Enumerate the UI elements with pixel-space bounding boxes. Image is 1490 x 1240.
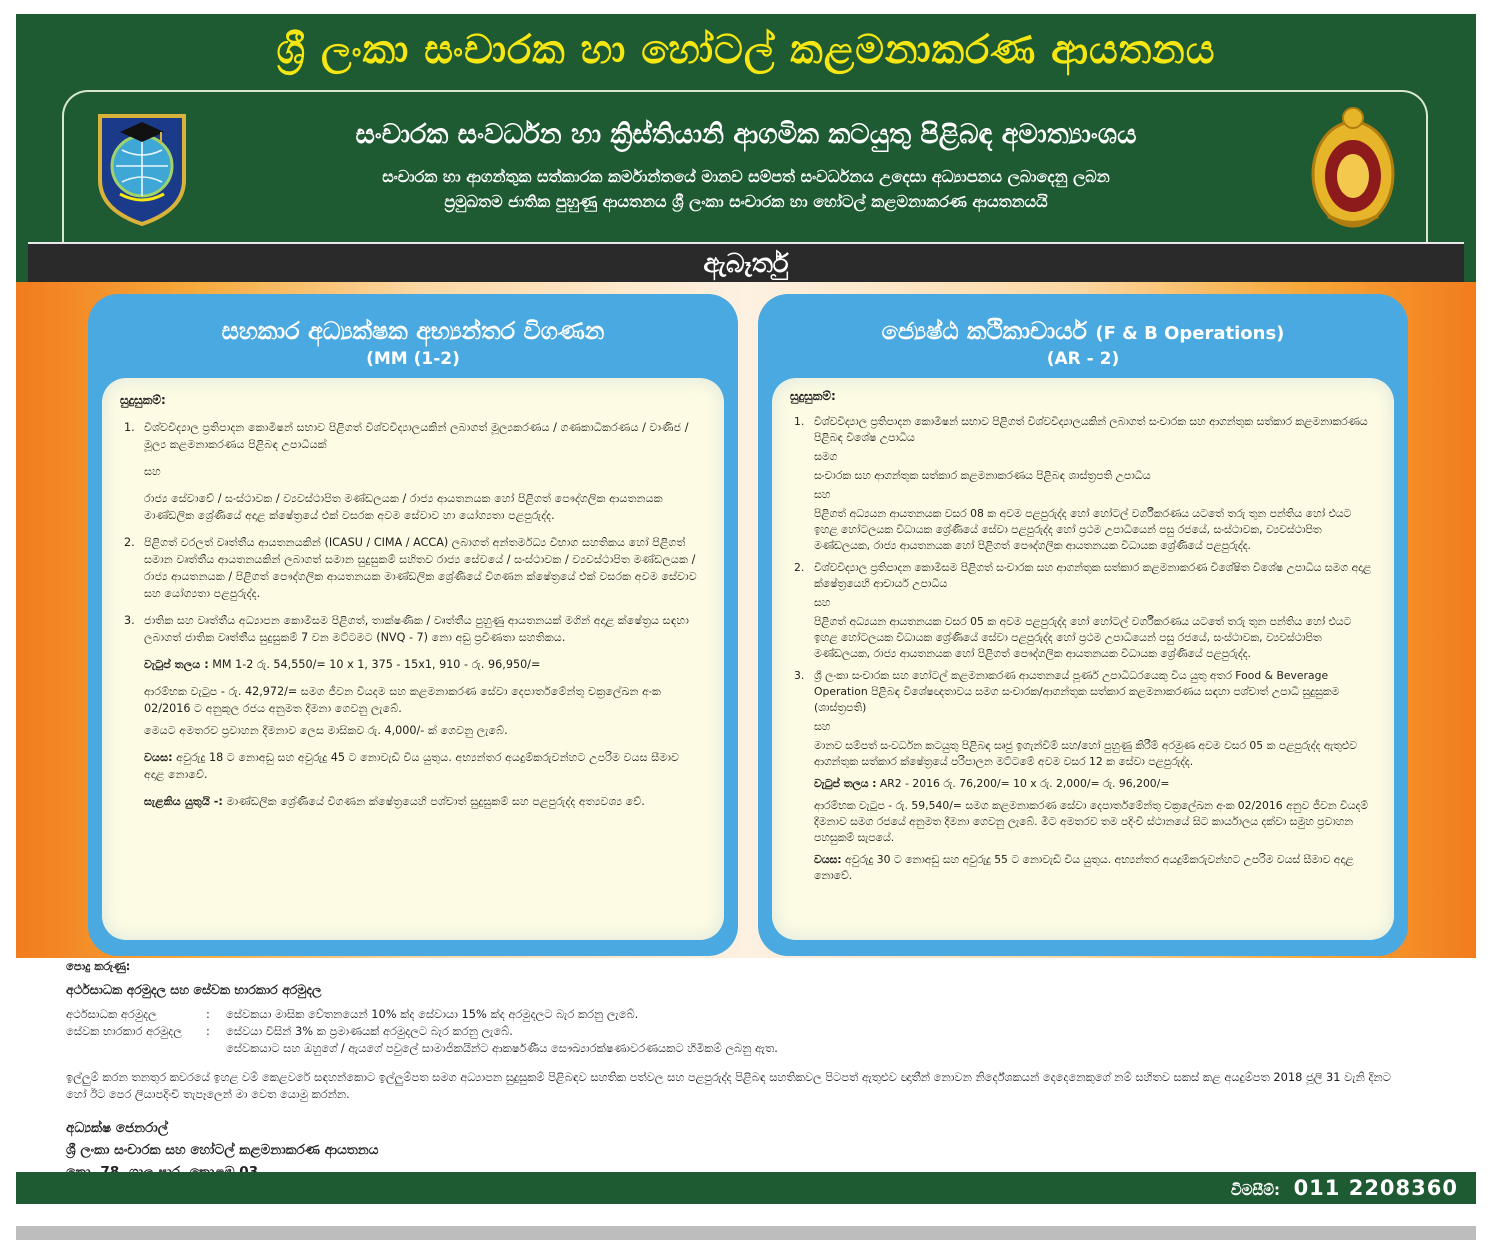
- age-label: වයස:: [814, 853, 842, 866]
- signoff-title: අධ්‍යක්ෂ ජෙනරාල්: [66, 1120, 169, 1136]
- item-text: පිළිගත් අධ්‍යයන ආයතනයක වසර 05 ක අවම පළපුරුද්ද හෝ හෝටල් වර්ගීකරණය යටතේ තරු තුන පන්තිය හෝ එයට ඉහළ හෝටලයක විධායක ශ්‍රේණියේ සේවා පළපුරුද්ද හෝ ප්‍රථම උපාධියෙන් පසු රජයේ, සංස්ථාවක, ව්‍යවස්ථාපිත මණ්ඩලයක, රාජ්‍ය ආයතනයක හෝ පිළිගත් පෞද්ගලික ආයතනයක විධායක ශ්‍රේණියේ පළපුරුද්ද.: [814, 615, 1352, 660]
- fund-row: [66, 1040, 1446, 1057]
- salary-value: MM 1-2 රු. 54,550/= 10 x 1, 375 - 15x1, 910 - රු. 96,950/=: [212, 658, 541, 671]
- fund-colon: :: [206, 1007, 210, 1021]
- contact-label: විමසීම්:: [1230, 1181, 1280, 1199]
- item-number: 3.: [794, 669, 805, 682]
- age-label: වයස:: [144, 751, 173, 764]
- contact-info: [1231, 1172, 1458, 1204]
- contact-phone[interactable]: 011 2208360: [1293, 1176, 1458, 1200]
- fund-row: [66, 1006, 1446, 1023]
- note-text: මාණ්ඩලික ශ්‍රේණියේ විගණන ක්ෂේත්‍රයෙහි පශ්චාත් සුදුසුකම් සහ පළපුරුද්ද අත්‍යවශ්‍ය වේ.: [226, 795, 645, 808]
- vacancy-details: [102, 378, 724, 940]
- fund-text: සේවයා විසින් 3% ක ප්‍රමාණයක් අරමුදලට බැර කරනු ලැබේ.: [226, 1024, 513, 1038]
- item-text: පිළිගත් වරලත් වෘත්තීය ආයතනයකින් (ICASU / CIMA / ACCA) ලබාගත් අන්තර්මධ්‍ය විභාග සහතිකය හෝ පිළිගත් සමාන වෘත්තීය ආයතනයකින් ලබාගත් සමාන සුදුසුකම් සහිතව රාජ්‍ය සේවයේ / සංස්ථාවක / ව්‍යවස්ථාපිත මණ්ඩලයක / රාජ්‍ය ආයතනයක / පිළිගත් පෞද්ගලික ආයතනයක මාණ්ඩලික ශ්‍රේණියේ විගණන ක්ෂේත්‍රයේ එක් වසරක අවම සේවාව සහ යෝග්‍යතා පළපුරුද්ද.: [144, 536, 697, 600]
- transport-allowance-text: මෙයට අමතරව ප්‍රවාහන දීමනාව ලෙස මාසිකව රු. 4,000/- ක් ගෙවනු ලැබේ.: [144, 724, 508, 737]
- qualification-item: [120, 419, 702, 524]
- item-text: විශ්වවිද්‍යාල ප්‍රතිපාදන කොමිෂන් සභාව පිළිගත් විශ්වවිද්‍යාලයකින් ලබාගත් සංචාරක සහ ආගන්තුක සත්කාර කළමනාකරණය පිළිබඳ විශේෂ උපාධිය: [814, 415, 1368, 444]
- note: [120, 793, 702, 810]
- vacancy-card-internal-audit: [88, 294, 738, 956]
- item-text: මානව සම්පත් සංවර්ධන කටයුතු පිළිබඳ සෘජු ඉගැන්වීම් සහ/හෝ පුහුණු කිරීම් අරමුණ අවම වසර 05 ක පළපුරුද්ද ඇතුළුව ආගන්තුක සත්කාර ක්ෂේත්‍රයේ පරිපාලන මට්ටමේ අවම වසර 12 ක සේවා පළපුරුද්ද.: [814, 739, 1357, 768]
- item-text: පිළිගත් අධ්‍යයන ආයතනයක වසර 08 ක අවම පළපුරුද්ද හෝ හෝටල් වර්ගීකරණය යටතේ තරු තුන පන්තිය හෝ එයට ඉහළ හෝටලයක විධායක ශ්‍රේණියේ සේවා පළපුරුද්ද හෝ ප්‍රථම උපාධියෙන් පසු රජයේ, සංස්ථාවක, ව්‍යවස්ථාපිත මණ්ඩලයක, රාජ්‍ය ආයතනයක හෝ පිළිගත් පෞද්ගලික ආයතනයක විධායක ශ්‍රේණියේ පළපුරුද්ද.: [814, 507, 1352, 552]
- item-text: විශ්වවිද්‍යාල ප්‍රතිපාදන කොමිසම පිළිගත් සංචාරක සහ ආගන්තුක සත්කාර කළමනාකරණ විශේෂිත විශේෂ උපාධිය සමග අදාළ ක්ෂේත්‍රයෙහි ආචාර්ය උපාධිය: [814, 561, 1372, 590]
- funds-heading: අර්ථසාධක අරමුදල සහ සේවක භාරකාර අරමුදල: [66, 982, 322, 997]
- item-text: සංචාරක සහ ආගන්තුක සත්කාර කළමනාකරණය පිළිබඳ ශාස්ත්‍රපති උපාධිය: [814, 469, 1151, 482]
- item-text: සහ: [814, 720, 831, 733]
- institute-title: ශ්‍රී ලංකා සංචාරක හා හෝටල් කළමනාකරණ ආයතනය: [276, 27, 1216, 73]
- item-text: විශ්වවිද්‍යාල ප්‍රතිපාදන කොමිෂන් සභාව පිළිගත් විශ්වවිද්‍යාලයකින් ලබාගත් මූල්‍යකරණය / ගණකාධිකරණය / වාණිජ / මූල්‍ය කළමනාකරණය පිළිබඳ උපාධියක්: [144, 421, 689, 451]
- vacancies-heading: ඇබෑර්තු: [703, 249, 789, 279]
- initial-salary: [790, 798, 1372, 846]
- item-text: රාජ්‍ය සේවාවේ / සංස්ථාවක / ව්‍යවස්ථාපිත මණ්ඩලයක / රාජ්‍ය ආයතනයක හෝ පිළිගත් පෞද්ගලික ආයතනයක මාණ්ඩලික ශ්‍රේණියේ අදාළ ක්ෂේත්‍රයේ එක් වසරක අවම සේවාව හා යෝග්‍යතා පළපුරුද්ද.: [144, 492, 663, 522]
- ministry-subtitle-line-1: සංචාරක හා ආගන්තුක සත්කාරක කර්මාන්තයේ මානව සම්පත් සංවර්ධනය උදෙසා අධ්‍යාපනය ලබාදෙනු ලබන: [382, 167, 1110, 186]
- vacancy-details: [772, 378, 1394, 940]
- header-band: [16, 14, 1476, 296]
- salary-scale: [120, 656, 702, 673]
- salary-label: වැටුප් තලය :: [814, 777, 877, 790]
- signoff-institute: ශ්‍රී ලංකා සංචාරක සහ හෝටල් කළමනාකරණ ආයතනය: [66, 1142, 379, 1158]
- fund-label: සේවක භාරකාර අරමුදල: [66, 1024, 182, 1038]
- age-text: අවුරුදු 18 ට නොඅඩු සහ අවුරුදු 45 ට නොවැඩි විය යුතුය. අභ්‍යන්තර අයදුම්කරුවන්හට උපරිම වයස සීමාව අදාළ නොවේ.: [144, 751, 680, 781]
- item-text: සහ: [814, 596, 831, 609]
- initial-salary-text: ආරම්භක වැටුප - රු. 42,972/= සමග ජීවන වියදම සහ කළමනාකරණ සේවා දෙපාර්තමේන්තු චක්‍රලේඛන අංක 02/2016 ට අනුකූල රජය අනුමත දීමනා ගෙවනු ලැබේ.: [144, 685, 661, 715]
- item-text: ශ්‍රී ලංකා සංචාරක සහ හෝටල් කළමනාකරණ ආයතනයේ පූර්ණ උපාධිධරයෙකු විය යුතු අතර Food & Beverage Operation පිළිබඳ විශේෂඥතාවය සමග සංචාරක/ආගන්තුක සත්කාර කළමනාකරණය සඳහා පශ්චාත් උපාධි සුදුසුකම (ශාස්ත්‍රපති): [814, 669, 1340, 714]
- fund-label: අර්ථසාධක අරමුදල: [66, 1007, 157, 1021]
- qualifications-heading: සුදුසුකම්:: [790, 389, 836, 403]
- general-heading: පොදු කරුණු:: [66, 959, 131, 973]
- age-requirement: [120, 749, 702, 783]
- qualifications-list: [120, 419, 702, 646]
- fund-row: [66, 1023, 1446, 1040]
- qualification-item: [790, 560, 1372, 662]
- ministry-subtitle: [186, 164, 1306, 214]
- qualifications-heading: සුදුසුකම්:: [120, 393, 166, 407]
- item-number: 3.: [124, 614, 135, 627]
- vacancy-title-si: ජ්‍යෙෂ්ඨ කථිකාචාර්ය: [881, 317, 1087, 345]
- application-instructions: ඉල්ලුම් කරන තනතුර කවරයේ ඉහළ වම් කෙළවරේ සඳහන්කොට ඉල්ලුම්පත සමග අධ්‍යාපන සුදුසුකම් පිළිබඳව සහතික පත්වල සහ පළපුරුද්ද පිළිබඳ සහතිකවල පිටපත් ඇතුළුව ඥාතීන් නොවන නිර්දේශකයන් දෙදෙනෙකුගේ නම් සහිතව සකස් කළ අයදුම්පත 2018 ජූලි 31 වැනි දිනට හෝ ඊට පෙර ලියාපදිංචි තැපෑලෙන් මා වෙත යොමු කරන්න.: [66, 1070, 1391, 1101]
- vacancy-title: [758, 316, 1408, 349]
- item-text: සමග: [814, 450, 838, 463]
- fund-colon: :: [206, 1024, 210, 1038]
- footer-band: [16, 1172, 1476, 1204]
- initial-salary: [120, 683, 702, 739]
- ministry-subtitle-line-2: ප්‍රමුඛතම ජාතික පුහුණු ආයතනය ශ්‍රී ලංකා සංචාරක හා හෝටල් කළමනාකරණ ආයතනයයි: [444, 192, 1048, 211]
- item-number: 2.: [794, 561, 805, 574]
- item-number: 2.: [124, 536, 135, 549]
- item-text: සහ: [814, 488, 831, 501]
- vacancy-grade-code: (AR - 2): [1046, 349, 1120, 369]
- qualification-item: [120, 534, 702, 602]
- item-text: සහ: [144, 465, 161, 478]
- note-label: සැළකිය යුතුයි -:: [144, 795, 223, 808]
- vacancy-title: සහකාර අධ්‍යක්ෂක අභ්‍යන්තර විගණන: [221, 317, 605, 345]
- qualification-item: [790, 668, 1372, 770]
- vacancy-card-senior-lecturer: [758, 294, 1408, 956]
- age-requirement: [790, 852, 1372, 884]
- fund-label: [66, 1040, 206, 1057]
- item-number: 1.: [124, 421, 135, 434]
- advertisement-page: [16, 14, 1476, 1204]
- general-information: [66, 958, 1446, 1183]
- salary-scale: [790, 776, 1372, 792]
- item-text: ජාතික සහ වෘත්තීය අධ්‍යාපන කොමිසම පිළිගත්, තාක්ෂණික / වෘත්තීය පුහුණු ආයතනයක් මගින් අදාළ ක්ෂේත්‍රය සඳහා ලබාගත් ජාතික වෘත්තීය සුදුසුකම් 7 වන මට්ටමට (NVQ - 7) නො අඩු ප්‍රවීණතා සහතිකය.: [144, 614, 689, 644]
- vacancy-title-en: (F & B Operations): [1095, 323, 1285, 344]
- qualifications-list: [790, 414, 1372, 770]
- vacancies-bar: [28, 242, 1464, 282]
- item-number: 1.: [794, 415, 805, 428]
- vacancy-grade-code: (MM (1-2): [366, 349, 460, 369]
- ministry-title: සංචාරක සංවර්ධන හා ක්‍රිස්තියානි ආගමික කටයුතු පිළිබඳ අමාත්‍යාංශය: [355, 119, 1137, 150]
- fund-colon: [206, 1040, 226, 1057]
- salary-label: වැටුප් තලය :: [144, 658, 209, 671]
- qualification-item: [790, 414, 1372, 554]
- initial-salary-text: ආරම්භක වැටුප - රු. 59,540/= සමග කළමනාකරණ සේවා දෙපාර්තමේන්තු චක්‍රලේඛන අංක 02/2016 අනුව ජීවන වියදම් දීමනාව සමග රජයේ අනුමත දීමනා ගෙවනු ලැබේ. මීට අමතරව තම පදිංචි ස්ථානයේ සිට කාර්යාලය දක්වා සමුහ ප්‍රවාහන පහසුකම් සැපයේ.: [814, 799, 1369, 844]
- fund-text: සේවකයා මාසික වේතනයෙන් 10% ක්ද සේවායා 15% ක්ද අරමුදලට බැර කරනු ලැබේ.: [226, 1007, 639, 1021]
- salary-value: AR2 - 2016 රු. 76,200/= 10 x රු. 2,000/= රු. 96,200/=: [879, 777, 1170, 790]
- fund-text: සේවකයාට සහ ඔහුගේ / ඇයගේ පවුලේ සාමාජිකයින්ට ආකර්ෂණීය සෞඛ්‍යාරක්ෂණාවරණයකට හිමිකම් ලබනු ඇත.: [226, 1041, 778, 1055]
- age-text: අවුරුදු 30 ට නොඅඩු සහ අවුරුදු 55 ට නොවැඩි විය යුතුය. අභ්‍යන්තර අයදුම්කරුවන්හට උපරිම වයස් සීමාව අදාළ නොවේ.: [814, 853, 1354, 882]
- qualification-item: [120, 612, 702, 646]
- bottom-divider: [16, 1226, 1476, 1240]
